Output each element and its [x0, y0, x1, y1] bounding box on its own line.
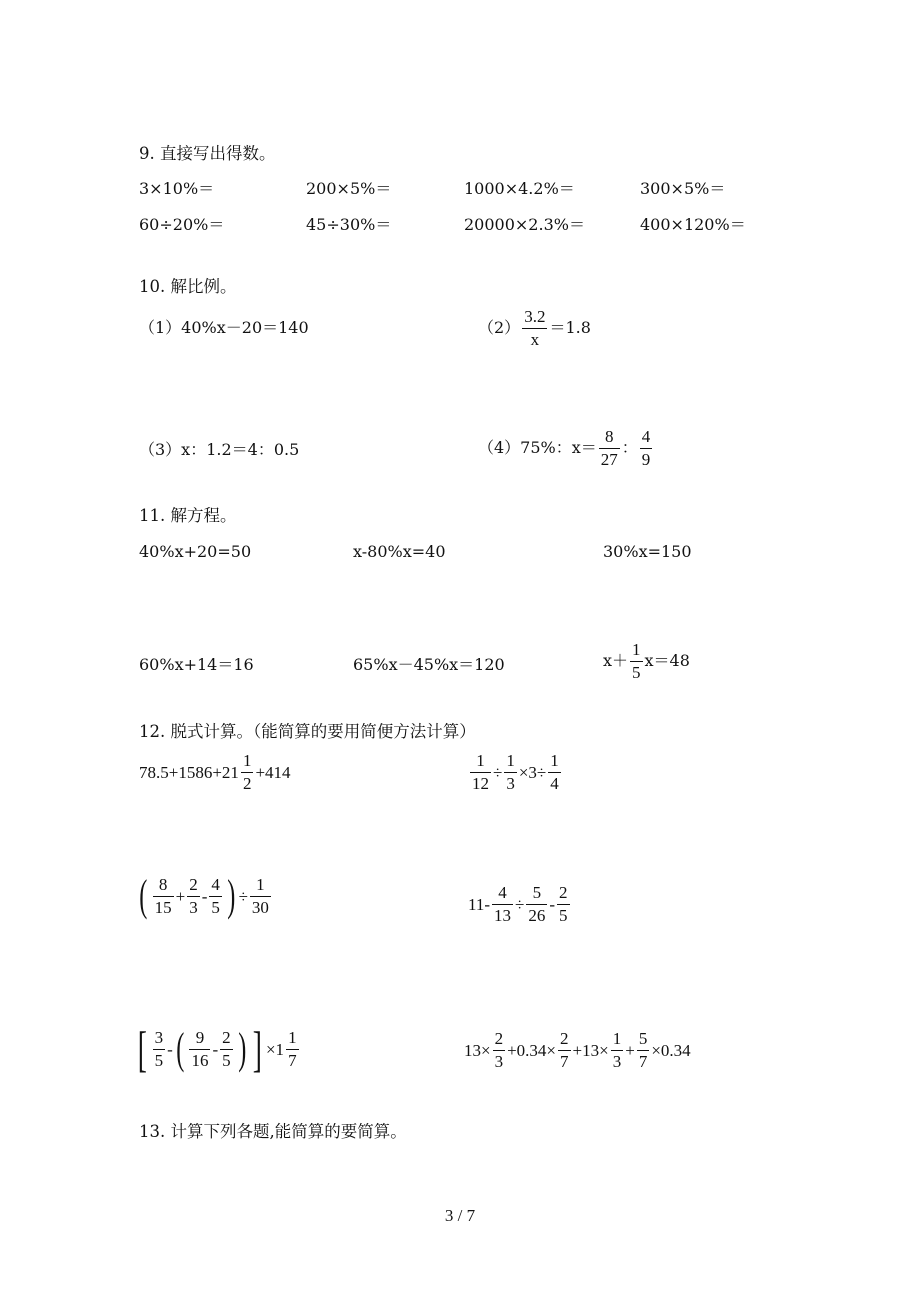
- q12-c5-b-den: 16: [191, 1050, 209, 1070]
- q12-c6-m3: +: [625, 1040, 635, 1060]
- q10-p2-num: 3.2: [524, 307, 546, 326]
- q12-title: 12. 脱式计算。（能简算的要用简便方法计算）: [139, 722, 476, 741]
- q10-p2-den: x: [530, 329, 540, 349]
- q12-c2-c-den: 4: [550, 773, 559, 793]
- q9-item-3: 1000×4.2%＝: [464, 179, 575, 198]
- q12-c5-d-den: 7: [288, 1050, 297, 1070]
- q10-p2-rest: ＝1.8: [549, 318, 591, 338]
- q11-equation-1: 40%x+20=50: [139, 542, 252, 561]
- q10-p4-f2-num: 4: [641, 427, 651, 446]
- q11-e6-post: x＝48: [644, 651, 690, 671]
- q12-c6-c-num: 1: [612, 1029, 622, 1048]
- q12-c5-op1: -: [167, 1039, 173, 1059]
- q10-p2-label: （2）: [478, 318, 521, 338]
- q10-problem-1: （1）40%x－20＝140: [139, 318, 309, 337]
- q12-c2-frac-b: [504, 752, 517, 793]
- q12-c5-left-bracket: [: [137, 1021, 147, 1077]
- q11-equation-6: [603, 641, 690, 682]
- q12-c6-frac-b: [558, 1030, 571, 1071]
- q12-c3-op2: -: [201, 886, 208, 906]
- q11-title: 11. 解方程。: [139, 506, 237, 525]
- q12-c4-b-num: 5: [532, 883, 542, 902]
- q10-p4-fraction-2: [640, 428, 653, 469]
- q11-e6-num: 1: [632, 640, 641, 659]
- q12-c2-b-den: 3: [506, 773, 515, 793]
- q12-c6-a-den: 3: [494, 1051, 504, 1071]
- q12-c4-c-den: 5: [559, 905, 568, 925]
- q12-c3-op3: ÷: [238, 886, 248, 906]
- q12-c3-c-num: 4: [211, 874, 220, 894]
- q12-c5-op2: -: [212, 1039, 219, 1059]
- q11-e6-den: 5: [632, 662, 641, 682]
- q12-c6-b-num: 2: [560, 1029, 569, 1048]
- q12-c3-left-paren: (: [139, 871, 148, 920]
- q12-c5-a-den: 5: [154, 1050, 164, 1070]
- q12-c6-frac-d: [637, 1030, 650, 1071]
- q12-c3-op1: +: [175, 886, 186, 906]
- q12-c3-d-num: 1: [256, 874, 265, 894]
- q12-c6-m4: ×0.34: [651, 1040, 691, 1060]
- q11-equation-5: 65%x－45%x＝120: [353, 655, 505, 674]
- q12-c6-m2: +13×: [572, 1040, 609, 1060]
- q12-c1-fraction: [241, 752, 254, 793]
- q9-item-1: 3×10%＝: [139, 179, 215, 198]
- q12-c4-op1: ÷: [515, 894, 525, 914]
- q12-c5-left-paren: (: [176, 1024, 185, 1073]
- q12-c5-d-num: 1: [288, 1027, 297, 1047]
- q10-p4-f1-num: 8: [605, 427, 614, 446]
- q12-c2-b-num: 1: [506, 751, 515, 770]
- q12-calc-2: [468, 752, 563, 793]
- q12-c3-a-num: 8: [158, 874, 168, 894]
- q12-c2-op1: ÷: [493, 762, 503, 782]
- q12-c6-a-num: 2: [494, 1029, 504, 1048]
- q12-c4-frac-c: [557, 884, 570, 925]
- q12-c6-frac-a: [493, 1030, 506, 1071]
- q12-c3-frac-d: [250, 876, 271, 917]
- q12-c4-pre: 11-: [468, 894, 491, 914]
- q10-problem-4: [478, 428, 654, 469]
- q12-c5-frac-b: [189, 1029, 210, 1070]
- q12-c2-frac-a: [470, 752, 491, 793]
- q12-calc-3: [136, 871, 273, 920]
- q12-c6-pre: 13×: [464, 1040, 491, 1060]
- q12-calc-1: [139, 752, 291, 793]
- q12-c6-d-den: 7: [638, 1051, 648, 1071]
- q9-item-2: 200×5%＝: [306, 179, 392, 198]
- q12-c3-c-den: 5: [211, 897, 220, 917]
- q12-c5-frac-d: [286, 1029, 299, 1070]
- q12-calc-5: [134, 1021, 301, 1077]
- q12-c5-frac-c: [220, 1029, 233, 1070]
- q12-calc-4: [468, 884, 572, 925]
- q9-item-6: 45÷30%＝: [306, 215, 392, 234]
- q10-title: 10. 解比例。: [139, 277, 237, 296]
- q12-calc-6: [464, 1030, 691, 1071]
- q12-c1-pre: 78.5+1586+21: [139, 762, 239, 782]
- q11-equation-2: x-80%x=40: [353, 542, 446, 561]
- q12-c6-b-den: 7: [560, 1051, 569, 1071]
- q12-c5-right-paren: ): [237, 1024, 247, 1073]
- q12-c2-c-num: 1: [550, 751, 559, 770]
- q12-c4-a-den: 13: [494, 905, 512, 925]
- q12-c2-mid: ×3÷: [518, 762, 547, 782]
- page-number: 3 / 7: [444, 1206, 476, 1225]
- q12-c3-a-den: 15: [154, 897, 172, 917]
- q9-item-4: 300×5%＝: [640, 179, 726, 198]
- q12-c6-m1: +0.34×: [507, 1040, 557, 1060]
- q12-c1-num: 1: [242, 751, 252, 770]
- q12-c4-b-den: 26: [528, 905, 546, 925]
- q12-c5-right-bracket: ]: [253, 1021, 263, 1077]
- q12-c3-frac-b: [187, 876, 200, 917]
- q12-c5-c-num: 2: [222, 1027, 231, 1047]
- q11-equation-4: 60%x+14＝16: [139, 655, 254, 674]
- q10-problem-3: （3）x：1.2＝4：0.5: [139, 440, 300, 459]
- q12-c5-c-den: 5: [222, 1050, 231, 1070]
- q10-p4-label: （4）75%：x＝: [478, 438, 597, 458]
- q12-c2-frac-c: [548, 752, 561, 793]
- q10-problem-2: [478, 308, 591, 349]
- q9-item-8: 400×120%＝: [640, 215, 746, 234]
- q12-c3-d-den: 30: [251, 897, 269, 917]
- q12-c4-frac-b: [526, 884, 547, 925]
- q12-c3-frac-c: [209, 876, 222, 917]
- q10-p4-f2-den: 9: [641, 449, 651, 469]
- q12-c4-frac-a: [492, 884, 513, 925]
- q12-c4-c-num: 2: [559, 883, 568, 902]
- q12-c2-a-num: 1: [476, 751, 485, 770]
- q12-c4-op2: -: [549, 894, 556, 914]
- q12-c1-post: +414: [255, 762, 291, 782]
- q9-item-7: 20000×2.3%＝: [464, 215, 585, 234]
- q12-c6-c-den: 3: [612, 1051, 622, 1071]
- q12-c3-right-paren: ): [227, 871, 236, 920]
- q11-e6-pre: x＋: [603, 651, 629, 671]
- q12-c5-frac-a: [153, 1029, 166, 1070]
- q12-c3-frac-a: [153, 876, 174, 917]
- q12-c1-den: 2: [242, 773, 252, 793]
- q12-c4-a-num: 4: [498, 883, 507, 902]
- q12-c2-a-den: 12: [472, 773, 489, 793]
- q12-c6-frac-c: [611, 1030, 624, 1071]
- q10-p2-fraction: [522, 308, 547, 349]
- q12-c6-d-num: 5: [638, 1029, 648, 1048]
- q11-e6-fraction: [630, 641, 643, 682]
- q13-title: 13. 计算下列各题,能简算的要简算。: [139, 1122, 407, 1141]
- q10-p4-f1-den: 27: [600, 449, 618, 469]
- q10-p4-fraction-1: [599, 428, 620, 469]
- q9-title: 9. 直接写出得数。: [139, 144, 276, 163]
- q9-item-5: 60÷20%＝: [139, 215, 225, 234]
- q12-c3-b-num: 2: [189, 874, 198, 894]
- q12-c5-a-num: 3: [154, 1027, 164, 1047]
- q12-c5-op3: ×1: [265, 1039, 285, 1059]
- q11-equation-3: 30%x=150: [603, 542, 692, 561]
- q12-c5-b-num: 9: [195, 1027, 205, 1047]
- q10-p4-colon: ：: [621, 438, 638, 458]
- q12-c3-b-den: 3: [189, 897, 198, 917]
